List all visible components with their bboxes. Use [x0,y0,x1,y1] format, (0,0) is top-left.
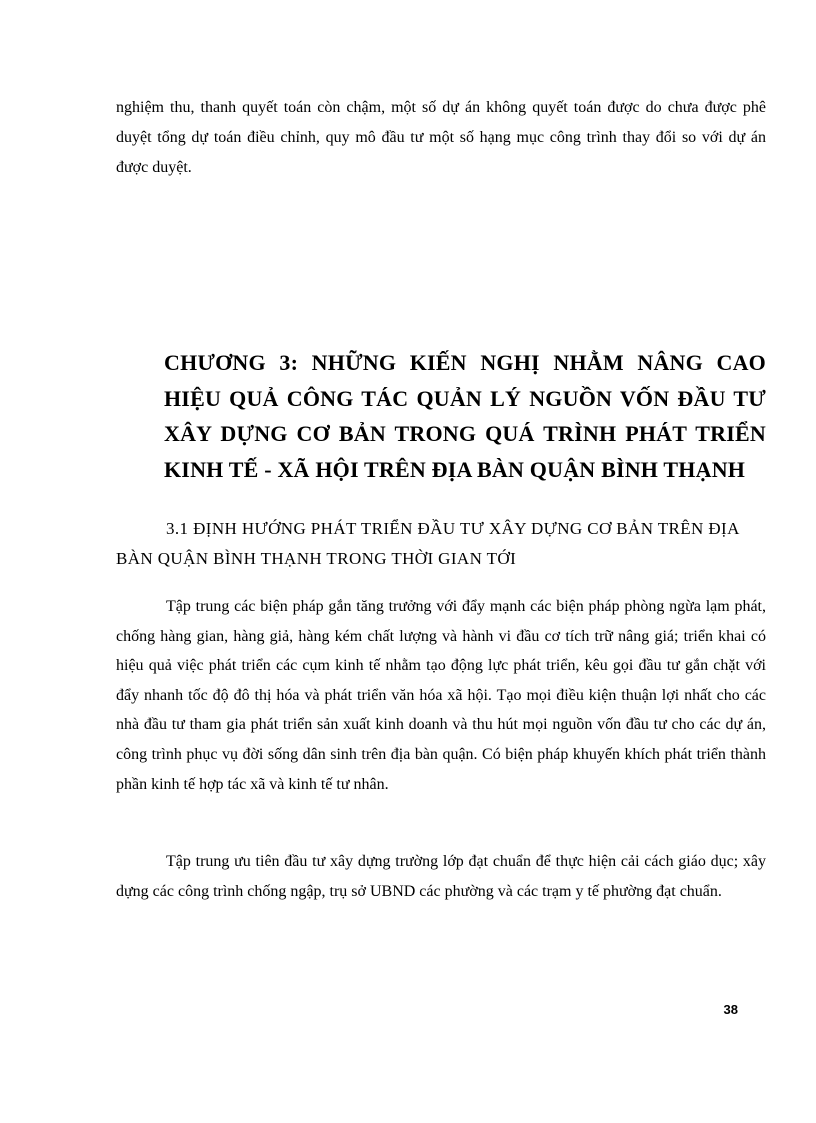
section-heading-line-2: BÀN QUẬN BÌNH THẠNH TRONG THỜI GIAN TỚI [116,549,517,568]
page-number: 38 [723,1002,738,1017]
chapter-heading: CHƯƠNG 3: NHỮNG KIẾN NGHỊ NHẰM NÂNG CAO HIỆU QUẢ CÔNG TÁC QUẢN LÝ NGUỒN VỐN ĐẦU TƯ XÂY DỰNG CƠ BẢN TRONG QUÁ TRÌNH PHÁT TRIỂN KINH TẾ - XÃ HỘI TRÊN ĐỊA BÀN QUẬN BÌNH THẠNH [164,350,766,482]
intro-paragraph: nghiệm thu, thanh quyết toán còn chậm, một số dự án không quyết toán được do chưa được phê duyệt tổng dự toán điều chỉnh, quy mô đầu tư một số hạng mục công trình thay đổi so với dự án được duyệt. [116,99,766,176]
body-paragraph-1: Tập trung các biện pháp gắn tăng trưởng với đẩy mạnh các biện pháp phòng ngừa lạm phát, chống hàng gian, hàng giả, hàng kém chất lượng và hành vi đầu cơ tích trữ nâng giá; triển khai có hiệu quả việc phát triển các cụm kinh tế nhằm tạo động lực phát triển, kêu gọi đầu tư gắn chặt với đẩy nhanh tốc độ đô thị hóa và phát triển văn hóa xã hội. Tạo mọi điều kiện thuận lợi nhất cho các nhà đầu tư tham gia phát triển sản xuất kinh doanh và thu hút mọi nguồn vốn đầu tư cho các dự án, công trình phục vụ đời sống dân sinh trên địa bàn quận. Có biện pháp khuyến khích phát triển thành phần kinh tế hợp tác xã và kinh tế tư nhân. [116,598,766,793]
section-heading-line-1: 3.1 ĐỊNH HƯỚNG PHÁT TRIỂN ĐẦU TƯ XÂY DỰNG CƠ BẢN TRÊN ĐỊA [166,519,740,538]
section-heading [116,514,766,574]
body-paragraph-2: Tập trung ưu tiên đầu tư xây dựng trường lớp đạt chuẩn để thực hiện cải cách giáo dục; xây dựng các công trình chống ngập, trụ sở UBND các phường và các trạm y tế phường đạt chuẩn. [116,853,766,900]
